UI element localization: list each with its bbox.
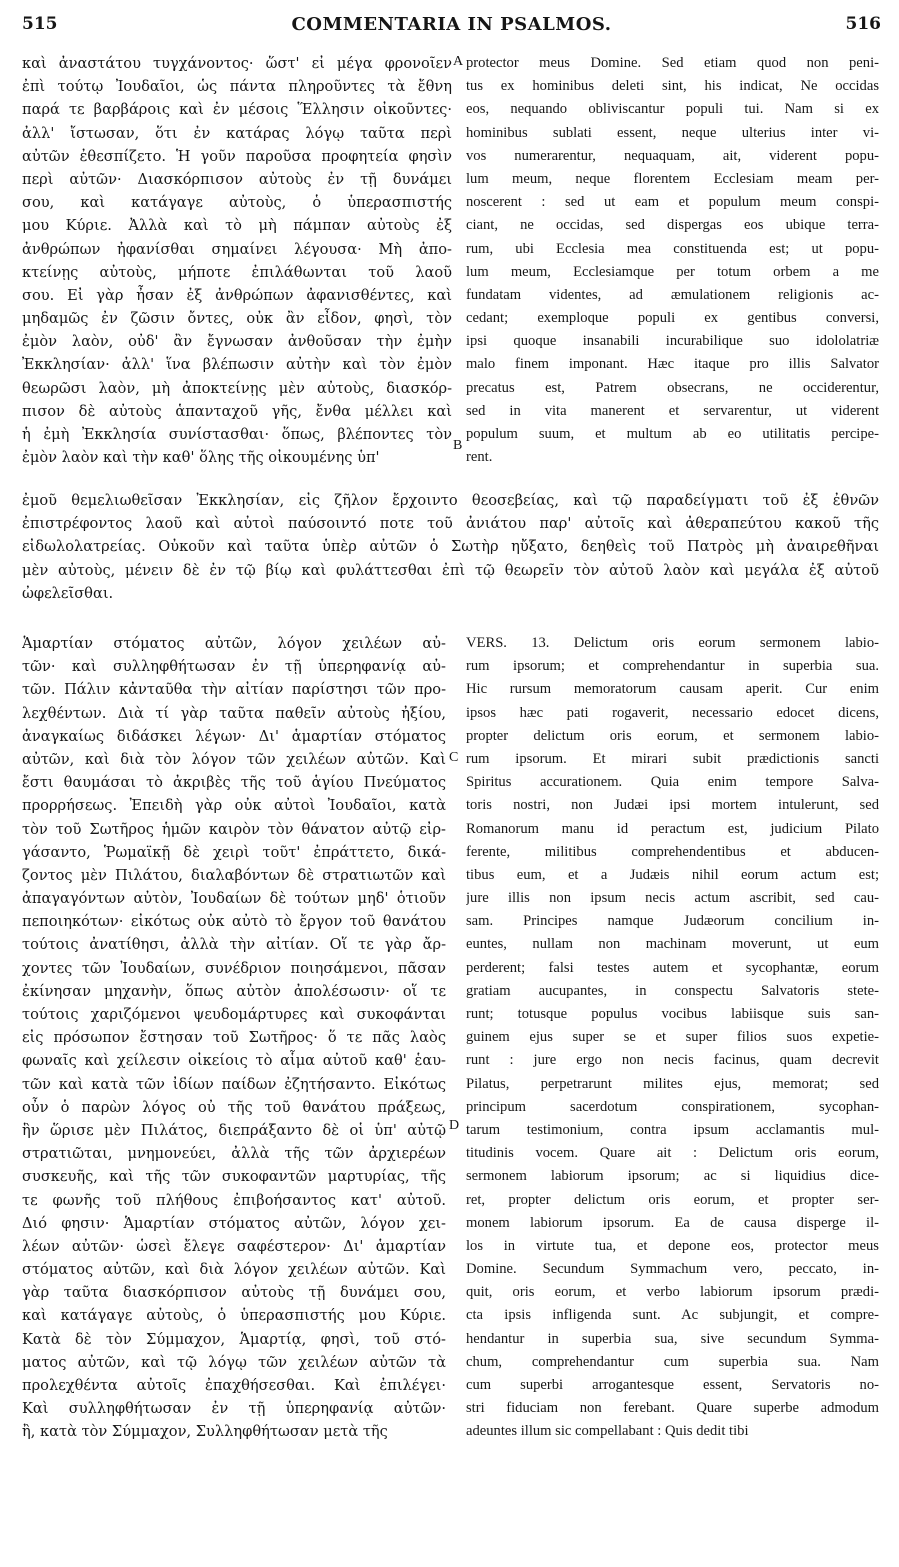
text-line: jure illis non ipsum necis actum ascribit, sed cau- <box>466 890 879 907</box>
text-line: προλεχθέντα αὐτοῖς ἐπαχθήσεσθαι. Καὶ ἐπιλέγει· <box>22 1377 446 1394</box>
margin-letter: D <box>449 1118 460 1133</box>
text-line: Κατὰ δὲ τὸν Σύμμαχον, Ἁμαρτίᾳ, φησὶ, τοῦ στό- <box>22 1330 446 1348</box>
text-line: ἐπὶ τούτῳ Ἰουδαῖοι, ὡς πάντα πληροῦντες τὰ ἔθνη <box>22 78 452 96</box>
text-line: Romanorum manu id peractum est, judicium Pilato <box>466 820 879 837</box>
text-line: rum ipsorum. Et mirari subit prædictionis sancti <box>466 750 879 767</box>
text-line: eos, nequando obliviscantur populi tui. Nam si ex <box>466 101 879 118</box>
text-line: ἀπαγαγόντων αὐτὸν, Ἰουδαίων δὲ τούτων μηδ' ὁτιοῦν <box>22 890 446 908</box>
text-line: μὲν αὐτοὺς, μένειν δὲ ἐν τῷ βίῳ καὶ φυλάττεσθαι ἐπὶ τῷ θεωρεῖν τὸν αὐτοῦ λαὸν καὶ μεγάλα ἐξ αὐτοῦ <box>22 561 879 579</box>
text-line: noscerent : sed ut eam et populum meum conspi- <box>466 194 879 211</box>
text-line: γάσαντο, Ῥωμαϊκῇ δὲ χειρὶ τοῦτ' ἐπράττετο, δικά- <box>22 843 446 861</box>
page-header <box>22 14 881 40</box>
text-line: lum meum, Ecclesiamque per totum orbem a me <box>466 263 879 280</box>
text-line: fundatam videntes, ad æmulationem religionis ac- <box>466 286 879 303</box>
text-line: hendantur in superbia sua, sive secundum Symma- <box>466 1330 879 1347</box>
text-line: Καὶ συλληφθήτωσαν ἐν τῇ ὑπερηφανίᾳ αὐτῶν· <box>22 1400 446 1418</box>
text-line: populum suum, et multum ab eo utilitatis percipe- <box>466 426 879 442</box>
text-line: ὠφελεῖσθαι. <box>22 584 114 602</box>
text-line: καὶ ἀναστάτου τυγχάνοντος· ὥστ' εἰ μέγα φρονοῖεν <box>22 55 452 72</box>
text-line: tibus eum, et a Judæis nihil eorum actum est; <box>466 866 879 883</box>
text-line: θεωρῶσι λαὸν, μὴ ἀποκτείνῃς μὲν αὐτοὺς, διασκόρ- <box>22 379 452 397</box>
margin-letter: B <box>453 438 463 453</box>
text-line: ἡ ἐμὴ Ἐκκλησία συνίστασθαι· ὅπως, βλέποντες τὸν <box>22 426 452 443</box>
text-line: chum, comprehendantur cum superbia sua. Nam <box>466 1353 879 1370</box>
text-line: Hic rursum memoratorum causam aperit. Cur enim <box>466 681 879 698</box>
text-line: sermonem labiorum ipsorum; ac si liquidius dice- <box>466 1168 879 1185</box>
text-line: Domine. Secundum Symmachum vero, peccato, in- <box>466 1261 879 1278</box>
text-line: λέων αὐτῶν· ὡσεὶ ἔλεγε σαφέστερον· Δι' ἁμαρτίαν <box>22 1237 446 1255</box>
text-line: cedant; exemploque populi ex gentibus conversi, <box>466 310 879 327</box>
text-line: ἐμὸν λαὸν, οὐδ' ἂν ἔγνωσαν ἀνθοῦσαν τὴν ἐμὴν <box>22 333 452 351</box>
text-line: gratiam aucupantes, in conspectu Salvatoris stete- <box>466 982 879 999</box>
text-line: quit, oris eorum, et verbo labiorum ipsorum prædi- <box>466 1284 879 1301</box>
text-line: cta ipsis infligenda sunt. Ac subjungit, et compre- <box>466 1307 879 1324</box>
text-line: φωναῖς καὶ χείλεσιν οἰκείοις τὸ αἷμα αὐτοῦ καθ' ἑαυ- <box>22 1052 446 1070</box>
running-title: COMMENTARIA IN PSALMOS. <box>291 14 612 35</box>
text-line: καὶ κατάγαγε αὐτοὺς, ὁ ὑπερασπιστής μου Κύριε. <box>22 1307 446 1325</box>
text-line: ματος αὐτῶν, καὶ τῷ λόγῳ τῶν χειλέων αὐτῶν τὰ <box>22 1353 446 1371</box>
text-line: protector meus Domine. Sed etiam quod non peni- <box>466 55 879 71</box>
text-line: ferente, militibus comprehendentibus et abducen- <box>466 843 879 860</box>
text-line: ἐμοῦ θεμελιωθεῖσαν Ἐκκλησίαν, εἰς ζῆλον ἔρχοιντο θεοσεβείας, καὶ τῷ παραδείγματι τοῦ ἐξ ἐθνῶν <box>22 492 879 509</box>
text-line: ἀνθρώπων ἠφανίσθαι σημαίνει λέγουσα· Μὴ ἀπο- <box>22 240 452 258</box>
text-line: ipsi quoque insanabili incurabilique suo idololatriæ <box>466 333 879 350</box>
text-line: principum sacerdotum conspirationem, sycophan- <box>466 1098 879 1115</box>
text-line: οὖν ὁ παρὼν λόγος οὐ τῆς τοῦ θανάτου πράξεως, <box>22 1098 446 1116</box>
text-line: αὐτῶν ἐθεσπίζετο. Ἡ γοῦν παροῦσα προφητεία φησὶν <box>22 147 452 165</box>
text-line: Ἐκκλησίαν· ἀλλ' ἵνα βλέπωσιν αὐτὴν καὶ τὸν ἐμὸν <box>22 356 452 374</box>
page-number-right: 516 <box>845 14 881 34</box>
greek-column-bottom <box>22 632 446 1444</box>
text-line: VERS. 13. Delictum oris eorum sermonem labio- <box>466 635 879 651</box>
greek-full-width-text <box>22 489 879 605</box>
text-line: rum ipsorum; et comprehendantur in superbia sua. <box>466 658 879 675</box>
text-line: τῶν καὶ κατὰ τῶν ἰδίων παίδων ἐζητήσαντο. Εἰκότως <box>22 1075 446 1093</box>
text-line: λεχθέντων. Διὰ τί γὰρ ταῦτα παθεῖν αὐτοὺς ἠξίου, <box>22 704 446 722</box>
text-line: κτείνῃς αὐτοὺς, μήποτε ἐπιλάθωνται τοῦ λαοῦ <box>22 263 452 281</box>
text-line: τὸν τοῦ Σωτῆρος ἡμῶν καιρὸν τὸν θάνατον αὐτῷ εἰρ- <box>22 820 446 838</box>
text-line: τῶν. Πάλιν κἀνταῦθα τὴν αἰτίαν παρίστησι τῶν προ- <box>22 681 446 699</box>
text-line: στρατιῶται, μνημονεύει, ἀλλὰ τῆς τῶν ἀρχιερέων <box>22 1145 446 1163</box>
text-line: ἐπιστρέφοντος λαοῦ καὶ αὐτοὶ παύσοιντό ποτε τοῦ ἀνιάτου παρ' αὐτοῖς καὶ ἀθεραπεύτου κακοῦ τῆς <box>22 515 879 533</box>
text-line: αὐτῶν, καὶ διὰ τὸν λόγον τῶν χειλέων αὐτῶν. Καὶ <box>22 750 446 768</box>
text-line: perderent; falsi testes autem et sycophantæ, eorum <box>466 959 879 976</box>
text-line: στόματος αὐτῶν, καὶ διὰ λόγον χειλέων αὐτῶν. Καὶ <box>22 1261 446 1279</box>
text-line: cum superbi arrogantesque essent, Servatoris no- <box>466 1377 879 1393</box>
text-line: rum, ubi Ecclesia mea constituenda est; ut popu- <box>466 240 879 257</box>
text-line: los in virtute tua, et depone eos, protector meus <box>466 1237 879 1254</box>
text-line: ἀναγκαίως διδάσκει λέγων· Δι' ἁμαρτίαν στόματος <box>22 727 446 745</box>
text-line: vos numerarentur, nequaquam, ait, viderent popu- <box>466 147 879 164</box>
text-line: euntes, nullam non machinam moverunt, ut eum <box>466 936 879 953</box>
text-line: hominibus sublati essent, neque ulterius inter vi- <box>466 124 879 141</box>
text-line: Διό φησιν· Ἁμαρτίαν στόματος αὐτῶν, λόγον χει- <box>22 1214 446 1232</box>
text-line: ζοντος μὲν Πιλάτου, διαλαβόντων δὲ στρατιωτῶν καὶ <box>22 866 446 884</box>
text-line: runt : jure ergo non necis facinus, quam decrevit <box>466 1052 879 1069</box>
text-line: malo finem imponant. Hæc itaque pro illis Salvator <box>466 356 879 373</box>
text-line: πεποιηκότων· εἰκότως οὐκ αὐτὸ τὸ ἔργον τοῦ θανάτου <box>22 913 446 931</box>
text-line: rent. <box>466 449 493 466</box>
text-line: τούτοις χαριζόμενοι ψευδομάρτυρες καὶ συκοφάνται <box>22 1006 446 1023</box>
text-line: sed in vita manerent et servarentur, ut viderent <box>466 402 879 419</box>
text-line: Spiritus accurationem. Quia enim tempore Salva- <box>466 774 879 791</box>
text-line: γὰρ ταῦτα διασκόρπισον αὐτοὺς τῇ δυνάμει σου, <box>22 1284 446 1302</box>
text-line: adeuntes illum sic compellabant : Quis dedit tibi <box>466 1423 749 1440</box>
text-line: μου Κύριε. Ἀλλὰ καὶ τὸ μὴ πάμπαν αὐτοὺς ἐξ <box>22 217 452 235</box>
text-line: σου. Εἰ γὰρ ἦσαν ἐξ ἀνθρώπων ἀφανισθέντες, καὶ <box>22 286 452 304</box>
text-line: εἰδωλολατρείας. Οὐκοῦν καὶ ταῦτα ὑπὲρ αὐτῶν ὁ Σωτὴρ ηὔξατο, δεηθεὶς τοῦ Πατρὸς μὴ ἀναιρεθῆναι <box>22 538 879 556</box>
text-line: μηδαμῶς ἐν ζῶσιν ὄντες, οὐκ ἂν εἶδον, φησὶ, τὸν <box>22 310 452 328</box>
text-line: sam. Principes namque Judæorum concilium in- <box>466 913 879 930</box>
text-line: runt; totusque populus vocibus labiisque suis san- <box>466 1006 879 1022</box>
text-line: παρά τε βαρβάροις καὶ ἐν μέσοις Ἕλλησιν οἰκοῦντες· <box>22 101 452 119</box>
text-line: τε φωνῆς τοῦ πλήθους ἐπιβοήσαντος κατ' αὐτοῦ. <box>22 1191 446 1209</box>
latin-column-top <box>466 52 879 469</box>
text-line: ἢ, κατὰ τὸν Σύμμαχον, Συλληφθήτωσαν μετὰ τῆς <box>22 1423 388 1441</box>
text-line: ἀλλ' ἴστωσαν, ὅτι ἐν κατάρας λόγῳ ταῦτα περὶ <box>22 124 452 142</box>
text-line: tarum testimonium, contra ipsum acclamantis mul- <box>466 1121 879 1138</box>
text-line: εἰς πρόσωπον ἔστησαν τοῦ Σωτῆρος· ὅ τε πᾶς λαὸς <box>22 1029 446 1047</box>
text-line: Ἁμαρτίαν στόματος αὐτῶν, λόγον χειλέων αὐ- <box>22 635 446 652</box>
text-line: precatus est, Patrem obsecrans, ne occiderentur, <box>466 379 879 396</box>
text-line: lum meum, neque florentem Ecclesiam meam per- <box>466 170 879 187</box>
text-line: πισον δὲ αὐτοὺς ἁπανταχοῦ γῆς, ἔνθα μέλλει καὶ <box>22 402 452 420</box>
margin-letter: C <box>449 750 459 765</box>
text-line: ret, propter delictum oris eorum, et propter ser- <box>466 1191 879 1208</box>
text-line: ἣν ὥρισε μὲν Πιλάτος, διεπράξαντο δὲ οἱ ὑπ' αὐτῷ <box>22 1121 446 1139</box>
text-line: σου, καὶ κατάγαγε αὐτοὺς, ὁ ὑπερασπιστής <box>22 194 452 212</box>
text-line: περὶ αὐτῶν· Διασκόρπισον αὐτοὺς ἐν τῇ δυνάμει <box>22 170 452 188</box>
greek-column-top <box>22 52 452 469</box>
text-line: προρρήσεως. Ἐπειδὴ γὰρ οὐκ αὐτοὶ Ἰουδαῖοι, κατὰ <box>22 797 446 815</box>
text-line: ἐκίνησαν μηχανὴν, ὅπως αὐτὸν ἀπολέσωσιν· οἵ τε <box>22 982 446 1000</box>
text-line: tus ex hominibus deleti sint, his indicat, Ne occidas <box>466 78 879 95</box>
text-line: χοντες τῶν Ἰουδαίων, συνέδριον ποιησάμενοι, πᾶσαν <box>22 959 446 977</box>
text-line: ἐμὸν λαὸν καὶ τὴν καθ' ὅλης τῆς οἰκουμένης ὑπ' <box>22 449 380 467</box>
text-line: ἔστι θαυμάσαι τὸ ἀκριβὲς τῆς τοῦ ἁγίου Πνεύματος <box>22 774 446 792</box>
latin-column-bottom <box>466 632 879 1444</box>
text-line: propter delictum oris eorum, et sermonem labio- <box>466 727 879 744</box>
text-line: guinem ejus super se et super filios suos expetie- <box>466 1029 879 1046</box>
text-line: ipsos hæc pati rogaverit, necessario edocet dicens, <box>466 704 879 721</box>
text-line: τούτοις ἀνατίθησι, ἀλλὰ τὴν αἰτίαν. Οἵ τε γὰρ ἄρ- <box>22 936 446 954</box>
text-line: τῶν· καὶ συλληφθήτωσαν ἐν τῇ ὑπερηφανίᾳ αὐ- <box>22 658 446 676</box>
text-line: Pilatus, perpetrarunt milites ejus, memorat; sed <box>466 1075 879 1092</box>
text-line: ciant, ne occidas, sed dispergas eos ubique terra- <box>466 217 879 234</box>
margin-letter: A <box>453 54 464 69</box>
text-line: titudinis vocem. Quare ait : Delictum oris eorum, <box>466 1145 879 1162</box>
text-line: monem labiorum ipsorum. Ea de causa disperge il- <box>466 1214 879 1231</box>
text-line: toris nostri, non Judæi ipsi mortem intulerunt, sed <box>466 797 879 814</box>
text-line: συσκευῆς, καὶ τῆς τῶν συκοφαντῶν μαρτυρίας, τῆς <box>22 1168 446 1186</box>
page-number-left: 515 <box>22 14 58 34</box>
text-line: stri fiduciam non ferebant. Quare superbe admodum <box>466 1400 879 1417</box>
